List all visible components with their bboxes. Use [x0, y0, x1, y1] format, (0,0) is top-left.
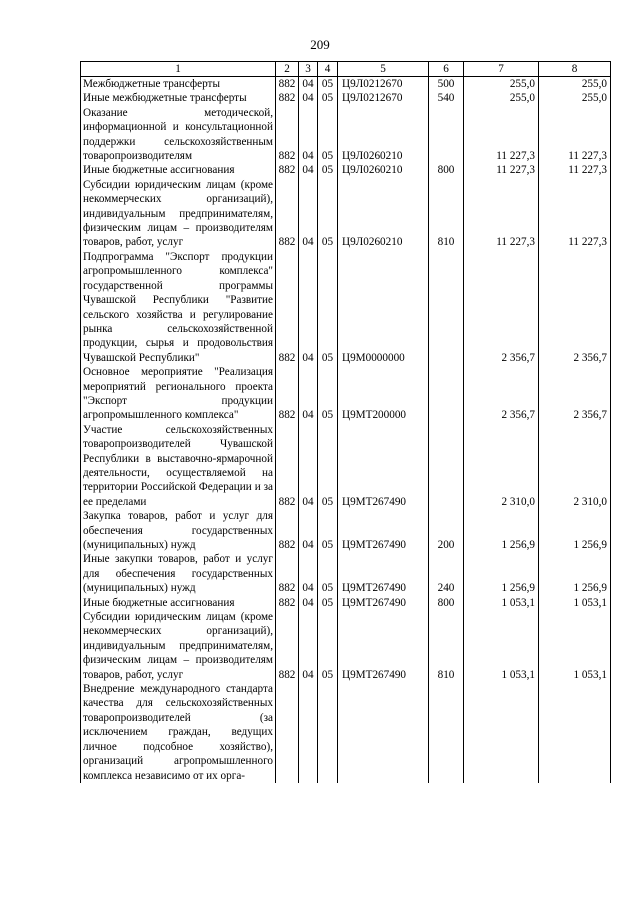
- row-section: 04: [299, 106, 318, 164]
- row-ministry-code: 882: [276, 77, 299, 92]
- row-expense-type: 500: [429, 77, 464, 92]
- row-expense-type: [429, 423, 464, 509]
- row-target-article: Ц9МТ267490: [338, 610, 429, 682]
- row-ministry-code: 882: [276, 552, 299, 595]
- row-target-article: Ц9МТ200000: [338, 365, 429, 423]
- row-expense-type: 800: [429, 596, 464, 610]
- row-subsection: [318, 682, 338, 783]
- row-ministry-code: [276, 682, 299, 783]
- col-header: 3: [299, 62, 318, 77]
- row-subsection: 05: [318, 552, 338, 595]
- row-expense-type: [429, 250, 464, 365]
- row-expense-type: 200: [429, 509, 464, 552]
- row-ministry-code: 882: [276, 423, 299, 509]
- row-amount-year1: 2 356,7: [464, 365, 539, 423]
- row-ministry-code: 882: [276, 610, 299, 682]
- col-header: 4: [318, 62, 338, 77]
- row-section: 04: [299, 552, 318, 595]
- row-name: Участие сельскохозяйственных товаропроизводителей Чувашской Республики в выставочно-ярмарочной деятельности, осуществляемой на территории Российской Федерации и за ее пределами: [81, 423, 276, 509]
- row-name: Межбюджетные трансферты: [81, 77, 276, 92]
- budget-table: [80, 61, 611, 783]
- row-amount-year2: 11 227,3: [539, 106, 611, 164]
- table-row: [81, 509, 611, 552]
- row-name: Подпрограмма "Экспорт продукции агропромышленного комплекса" государственной программы Чувашской Республики "Развитие сельского хозяйства и регулирование рынка сельскохозяйственной продукции, сырья и продовольствия Чувашской Республики": [81, 250, 276, 365]
- row-amount-year1: 11 227,3: [464, 178, 539, 250]
- row-section: 04: [299, 77, 318, 92]
- row-target-article: Ц9МТ267490: [338, 552, 429, 595]
- table-row: [81, 365, 611, 423]
- row-name: Оказание методической, информационной и консультационной поддержки сельскохозяйственным товаропроизводителям: [81, 106, 276, 164]
- row-amount-year2: 255,0: [539, 77, 611, 92]
- table-row: [81, 610, 611, 682]
- row-target-article: Ц9Л0212670: [338, 91, 429, 105]
- table-row: [81, 91, 611, 105]
- row-ministry-code: 882: [276, 163, 299, 177]
- row-target-article: Ц9МТ267490: [338, 423, 429, 509]
- table-row: [81, 596, 611, 610]
- row-section: 04: [299, 250, 318, 365]
- row-name: Иные бюджетные ассигнования: [81, 596, 276, 610]
- row-expense-type: 810: [429, 178, 464, 250]
- row-amount-year1: 1 053,1: [464, 596, 539, 610]
- row-amount-year1: 2 310,0: [464, 423, 539, 509]
- row-name: Основное мероприятие "Реализация мероприятий регионального проекта "Экспорт продукции агропромышленного комплекса": [81, 365, 276, 423]
- row-section: [299, 682, 318, 783]
- table-row: [81, 552, 611, 595]
- row-name: Закупка товаров, работ и услуг для обеспечения государственных (муниципальных) нужд: [81, 509, 276, 552]
- row-name: Внедрение международного стандарта качества для сельскохозяйственных товаропроизводителей (за исключением граждан, ведущих личное подсобное хозяйство), организаций агропромышленного комплекса независимо от их орга-: [81, 682, 276, 783]
- row-expense-type: 240: [429, 552, 464, 595]
- row-section: 04: [299, 178, 318, 250]
- row-amount-year2: 1 053,1: [539, 610, 611, 682]
- row-amount-year2: 1 053,1: [539, 596, 611, 610]
- row-subsection: 05: [318, 365, 338, 423]
- col-header: 2: [276, 62, 299, 77]
- row-subsection: 05: [318, 178, 338, 250]
- row-target-article: Ц9Л0260210: [338, 178, 429, 250]
- row-ministry-code: 882: [276, 596, 299, 610]
- row-amount-year2: 2 356,7: [539, 250, 611, 365]
- row-ministry-code: 882: [276, 178, 299, 250]
- row-target-article: Ц9Л0260210: [338, 163, 429, 177]
- row-amount-year2: 255,0: [539, 91, 611, 105]
- row-amount-year1: 255,0: [464, 91, 539, 105]
- table-row: [81, 163, 611, 177]
- row-amount-year1: 1 053,1: [464, 610, 539, 682]
- row-amount-year2: 2 310,0: [539, 423, 611, 509]
- row-name: Иные межбюджетные трансферты: [81, 91, 276, 105]
- col-header: 5: [338, 62, 429, 77]
- row-ministry-code: 882: [276, 91, 299, 105]
- row-subsection: 05: [318, 610, 338, 682]
- row-amount-year1: 1 256,9: [464, 509, 539, 552]
- row-amount-year2: 1 256,9: [539, 552, 611, 595]
- row-section: 04: [299, 423, 318, 509]
- row-target-article: Ц9МТ267490: [338, 509, 429, 552]
- row-section: 04: [299, 509, 318, 552]
- row-ministry-code: 882: [276, 250, 299, 365]
- table-row: [81, 77, 611, 92]
- col-header: 1: [81, 62, 276, 77]
- row-expense-type: [429, 365, 464, 423]
- row-expense-type: 540: [429, 91, 464, 105]
- row-subsection: 05: [318, 163, 338, 177]
- row-section: 04: [299, 596, 318, 610]
- row-amount-year1: 11 227,3: [464, 163, 539, 177]
- col-header: 8: [539, 62, 611, 77]
- row-expense-type: [429, 106, 464, 164]
- row-target-article: Ц9МТ267490: [338, 596, 429, 610]
- row-amount-year2: 2 356,7: [539, 365, 611, 423]
- row-subsection: 05: [318, 77, 338, 92]
- row-amount-year2: 11 227,3: [539, 163, 611, 177]
- table-row: [81, 106, 611, 164]
- row-expense-type: 800: [429, 163, 464, 177]
- row-subsection: 05: [318, 91, 338, 105]
- row-subsection: 05: [318, 250, 338, 365]
- row-expense-type: 810: [429, 610, 464, 682]
- row-target-article: [338, 682, 429, 783]
- row-ministry-code: 882: [276, 509, 299, 552]
- col-header: 7: [464, 62, 539, 77]
- row-amount-year1: 1 256,9: [464, 552, 539, 595]
- table-row: [81, 250, 611, 365]
- table-row: [81, 682, 611, 783]
- row-target-article: Ц9Л0260210: [338, 106, 429, 164]
- row-ministry-code: 882: [276, 365, 299, 423]
- row-name: Субсидии юридическим лицам (кроме некоммерческих организаций), индивидуальным предпринимателям, физическим лицам – производителям товаров, работ, услуг: [81, 610, 276, 682]
- row-amount-year2: [539, 682, 611, 783]
- row-section: 04: [299, 365, 318, 423]
- row-section: 04: [299, 610, 318, 682]
- row-amount-year2: 1 256,9: [539, 509, 611, 552]
- row-amount-year1: 11 227,3: [464, 106, 539, 164]
- header-row: [81, 62, 611, 77]
- row-target-article: Ц9Л0212670: [338, 77, 429, 92]
- row-section: 04: [299, 91, 318, 105]
- row-ministry-code: 882: [276, 106, 299, 164]
- row-amount-year1: [464, 682, 539, 783]
- row-name: Иные закупки товаров, работ и услуг для обеспечения государственных (муниципальных) нужд: [81, 552, 276, 595]
- col-header: 6: [429, 62, 464, 77]
- page-number: 209: [310, 37, 330, 52]
- row-section: 04: [299, 163, 318, 177]
- row-amount-year2: 11 227,3: [539, 178, 611, 250]
- row-name: Иные бюджетные ассигнования: [81, 163, 276, 177]
- row-subsection: 05: [318, 423, 338, 509]
- row-amount-year1: 255,0: [464, 77, 539, 92]
- row-subsection: 05: [318, 596, 338, 610]
- row-subsection: 05: [318, 509, 338, 552]
- row-subsection: 05: [318, 106, 338, 164]
- row-target-article: Ц9М0000000: [338, 250, 429, 365]
- row-expense-type: [429, 682, 464, 783]
- row-name: Субсидии юридическим лицам (кроме некоммерческих организаций), индивидуальным предпринимателям, физическим лицам – производителям товаров, работ, услуг: [81, 178, 276, 250]
- row-amount-year1: 2 356,7: [464, 250, 539, 365]
- table-row: [81, 178, 611, 250]
- table-row: [81, 423, 611, 509]
